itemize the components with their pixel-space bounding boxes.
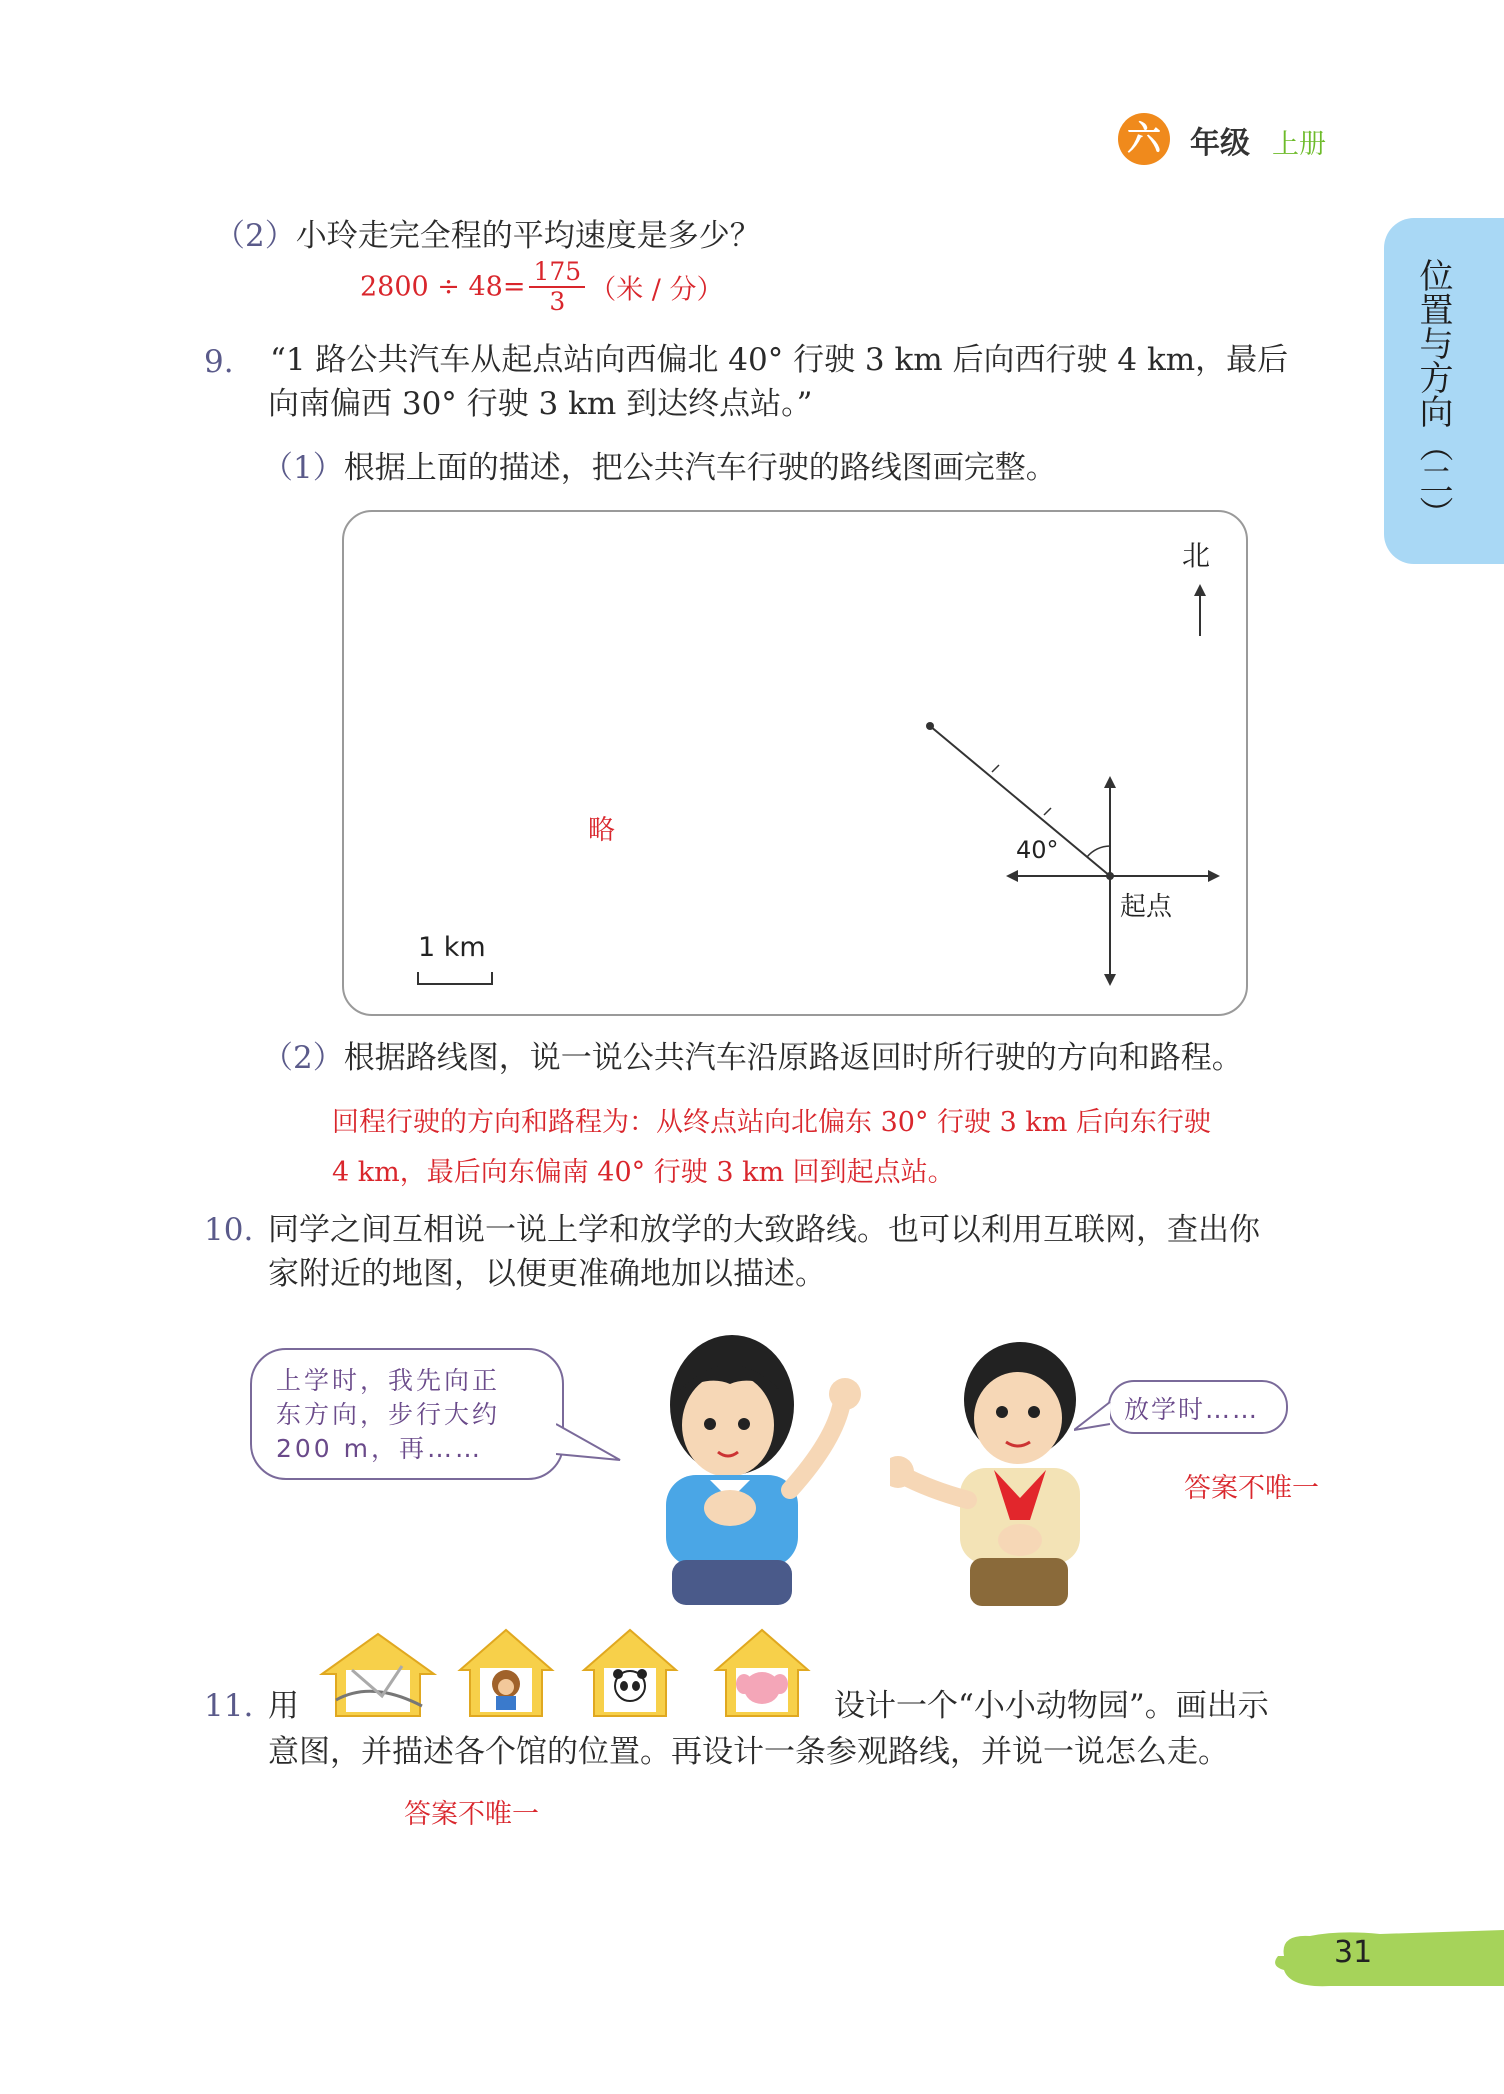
chapter-side-tab-label: 位置与方向（二）	[1413, 258, 1453, 530]
q9-part1-number: （1）	[262, 450, 344, 486]
q9-number: 9.	[204, 344, 234, 380]
bubble-girl-tail	[556, 1420, 626, 1470]
q9-part1	[262, 446, 1057, 490]
angle-label: 40°	[1016, 836, 1059, 864]
q10-answer: 答案不唯一	[1184, 1473, 1319, 1504]
q8-part2-text: 小玲走完全程的平均速度是多少？	[295, 218, 761, 254]
scale-bar	[418, 972, 492, 984]
grade-label: 年级	[1190, 126, 1250, 161]
q10-number: 10.	[204, 1212, 254, 1248]
q10-line2: 家附近的地图，以便更准确地加以描述。	[268, 1256, 826, 1292]
monkey-house-icon	[456, 1624, 556, 1720]
fraction-denominator: 3	[549, 287, 566, 316]
q10-line1: 同学之间互相说一说上学和放学的大致路线。也可以利用互联网，查出你	[268, 1212, 1260, 1248]
q8-answer-unit: （米 / 分）	[589, 274, 724, 306]
q8-answer-fraction	[529, 258, 585, 316]
q11-line2: 意图，并描述各个馆的位置。再设计一条参观路线，并说一说怎么走。	[268, 1734, 1229, 1770]
q9-part2-text: 根据路线图，说一说公共汽车沿原路返回时所行驶的方向和路程。	[343, 1040, 1243, 1076]
start-point	[1106, 872, 1114, 880]
speech-bubble-boy	[1108, 1380, 1288, 1434]
route-diagram-box	[342, 510, 1248, 1016]
scale-tick	[992, 765, 999, 772]
q9-part2	[262, 1036, 1243, 1080]
speech-bubble-girl	[250, 1348, 564, 1480]
grade-badge: 六	[1118, 113, 1170, 165]
scale-label: 1 km	[418, 932, 486, 963]
page-number: 31	[1334, 1935, 1373, 1970]
q8-part2	[214, 214, 761, 258]
q9-line1: “1 路公共汽车从起点站向西偏北 40° 行驶 3 km 后向西行驶 4 km，最后	[270, 342, 1289, 378]
crane-house-icon	[312, 1630, 442, 1720]
boy-illustration	[890, 1320, 1120, 1610]
bubble-boy-tail	[1074, 1400, 1114, 1440]
q8-part2-number: （2）	[214, 218, 296, 254]
q9-part2-number: （2）	[262, 1040, 344, 1076]
angle-arc	[1087, 846, 1110, 857]
q8-answer-prefix: 2800 ÷ 48=	[360, 271, 526, 303]
q8-part2-answer	[360, 258, 723, 316]
q9-line2: 向南偏西 30° 行驶 3 km 到达终点站。”	[268, 386, 813, 422]
bubble-girl-line: 200 m，再……	[276, 1434, 484, 1463]
q9-part2-answer-line2: 4 km，最后向东偏南 40° 行驶 3 km 回到起点站。	[332, 1157, 955, 1188]
fraction-numerator: 175	[529, 258, 585, 288]
bubble-girl-line: 上学时，我先向正	[276, 1366, 501, 1395]
start-label: 起点	[1120, 892, 1173, 922]
q9-part2-answer-line1: 回程行驶的方向和路程为：从终点站向北偏东 30° 行驶 3 km 后向东行驶	[332, 1107, 1211, 1138]
elephant-house-icon	[712, 1624, 812, 1720]
scale-tick	[1044, 808, 1051, 815]
route-point	[926, 722, 934, 730]
girl-illustration	[620, 1320, 880, 1610]
bubble-boy-text: 放学时……	[1124, 1395, 1260, 1424]
north-label: 北	[1182, 539, 1211, 572]
q11-answer: 答案不唯一	[404, 1799, 539, 1830]
panda-house-icon	[580, 1624, 680, 1720]
q11-line1: 设计一个“小小动物园”。画出示	[834, 1688, 1269, 1724]
q11-number: 11.	[204, 1688, 254, 1724]
q11-use: 用	[268, 1688, 299, 1724]
q9-part1-text: 根据上面的描述，把公共汽车行驶的路线图画完整。	[343, 450, 1057, 486]
chapter-side-tab	[1384, 218, 1504, 564]
bubble-girl-line: 东方向，步行大约	[276, 1400, 501, 1429]
diagram-answer: 略	[588, 815, 615, 846]
page-number-blob	[1270, 1926, 1504, 1990]
volume-label: 上册	[1272, 129, 1326, 160]
